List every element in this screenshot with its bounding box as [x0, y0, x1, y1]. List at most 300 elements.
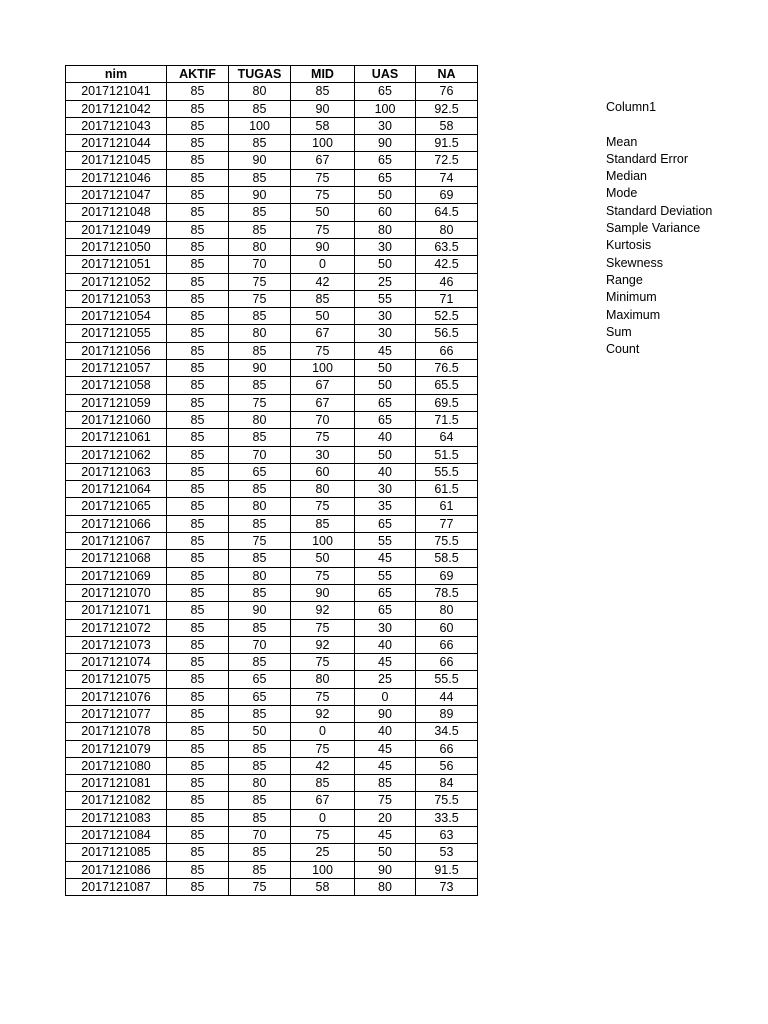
column-header-nim[interactable]: nim [66, 66, 167, 83]
aktif-cell[interactable]: 85 [167, 411, 229, 428]
tugas-cell[interactable]: 85 [229, 135, 291, 152]
uas-cell[interactable]: 50 [355, 360, 416, 377]
aktif-cell[interactable]: 85 [167, 878, 229, 895]
nim-cell[interactable]: 2017121062 [66, 446, 167, 463]
uas-cell[interactable]: 65 [355, 411, 416, 428]
na-cell[interactable]: 66 [416, 342, 478, 359]
tugas-cell[interactable]: 80 [229, 498, 291, 515]
nim-cell[interactable]: 2017121075 [66, 671, 167, 688]
tugas-cell[interactable]: 85 [229, 100, 291, 117]
mid-cell[interactable]: 25 [291, 844, 355, 861]
nim-cell[interactable]: 2017121086 [66, 861, 167, 878]
na-cell[interactable]: 71.5 [416, 411, 478, 428]
uas-cell[interactable]: 65 [355, 515, 416, 532]
uas-cell[interactable]: 50 [355, 187, 416, 204]
uas-cell[interactable]: 65 [355, 394, 416, 411]
aktif-cell[interactable]: 85 [167, 238, 229, 255]
aktif-cell[interactable]: 85 [167, 169, 229, 186]
aktif-cell[interactable]: 85 [167, 256, 229, 273]
nim-cell[interactable]: 2017121047 [66, 187, 167, 204]
nim-cell[interactable]: 2017121046 [66, 169, 167, 186]
na-cell[interactable]: 66 [416, 636, 478, 653]
aktif-cell[interactable]: 85 [167, 342, 229, 359]
stats-label-sum[interactable]: Sum [606, 324, 632, 339]
aktif-cell[interactable]: 85 [167, 481, 229, 498]
tugas-cell[interactable]: 80 [229, 567, 291, 584]
uas-cell[interactable]: 25 [355, 671, 416, 688]
na-cell[interactable]: 64.5 [416, 204, 478, 221]
na-cell[interactable]: 84 [416, 775, 478, 792]
aktif-cell[interactable]: 85 [167, 117, 229, 134]
nim-cell[interactable]: 2017121048 [66, 204, 167, 221]
uas-cell[interactable]: 65 [355, 169, 416, 186]
uas-cell[interactable]: 65 [355, 602, 416, 619]
nim-cell[interactable]: 2017121076 [66, 688, 167, 705]
aktif-cell[interactable]: 85 [167, 619, 229, 636]
uas-cell[interactable]: 90 [355, 135, 416, 152]
na-cell[interactable]: 80 [416, 602, 478, 619]
na-cell[interactable]: 56 [416, 757, 478, 774]
aktif-cell[interactable]: 85 [167, 187, 229, 204]
stats-label-median[interactable]: Median [606, 169, 647, 184]
tugas-cell[interactable]: 90 [229, 602, 291, 619]
mid-cell[interactable]: 100 [291, 135, 355, 152]
tugas-cell[interactable]: 85 [229, 861, 291, 878]
uas-cell[interactable]: 45 [355, 827, 416, 844]
aktif-cell[interactable]: 85 [167, 325, 229, 342]
na-cell[interactable]: 69 [416, 567, 478, 584]
stats-empty-cell[interactable] [606, 116, 668, 133]
mid-cell[interactable]: 67 [291, 377, 355, 394]
aktif-cell[interactable]: 85 [167, 463, 229, 480]
na-cell[interactable]: 76.5 [416, 360, 478, 377]
na-cell[interactable]: 61 [416, 498, 478, 515]
aktif-cell[interactable]: 85 [167, 498, 229, 515]
mid-cell[interactable]: 58 [291, 878, 355, 895]
uas-cell[interactable]: 80 [355, 878, 416, 895]
aktif-cell[interactable]: 85 [167, 204, 229, 221]
na-cell[interactable]: 44 [416, 688, 478, 705]
column-header-uas[interactable]: UAS [355, 66, 416, 83]
aktif-cell[interactable]: 85 [167, 861, 229, 878]
mid-cell[interactable]: 42 [291, 273, 355, 290]
mid-cell[interactable]: 80 [291, 481, 355, 498]
column-header-na[interactable]: NA [416, 66, 478, 83]
aktif-cell[interactable]: 85 [167, 792, 229, 809]
tugas-cell[interactable]: 75 [229, 290, 291, 307]
nim-cell[interactable]: 2017121041 [66, 83, 167, 100]
mid-cell[interactable]: 100 [291, 360, 355, 377]
aktif-cell[interactable]: 85 [167, 308, 229, 325]
na-cell[interactable]: 63 [416, 827, 478, 844]
tugas-cell[interactable]: 80 [229, 325, 291, 342]
mid-cell[interactable]: 92 [291, 705, 355, 722]
uas-cell[interactable]: 40 [355, 636, 416, 653]
nim-cell[interactable]: 2017121067 [66, 533, 167, 550]
na-cell[interactable]: 56.5 [416, 325, 478, 342]
na-cell[interactable]: 34.5 [416, 723, 478, 740]
nim-cell[interactable]: 2017121042 [66, 100, 167, 117]
mid-cell[interactable]: 75 [291, 187, 355, 204]
tugas-cell[interactable]: 70 [229, 256, 291, 273]
mid-cell[interactable]: 90 [291, 584, 355, 601]
uas-cell[interactable]: 35 [355, 498, 416, 515]
uas-cell[interactable]: 60 [355, 204, 416, 221]
tugas-cell[interactable]: 85 [229, 844, 291, 861]
mid-cell[interactable]: 75 [291, 740, 355, 757]
mid-cell[interactable]: 30 [291, 446, 355, 463]
uas-cell[interactable]: 30 [355, 481, 416, 498]
mid-cell[interactable]: 67 [291, 792, 355, 809]
uas-cell[interactable]: 50 [355, 844, 416, 861]
na-cell[interactable]: 66 [416, 740, 478, 757]
na-cell[interactable]: 58 [416, 117, 478, 134]
tugas-cell[interactable]: 75 [229, 533, 291, 550]
na-cell[interactable]: 51.5 [416, 446, 478, 463]
na-cell[interactable]: 66 [416, 654, 478, 671]
uas-cell[interactable]: 90 [355, 705, 416, 722]
nim-cell[interactable]: 2017121072 [66, 619, 167, 636]
uas-cell[interactable]: 45 [355, 550, 416, 567]
mid-cell[interactable]: 85 [291, 515, 355, 532]
na-cell[interactable]: 80 [416, 221, 478, 238]
aktif-cell[interactable]: 85 [167, 757, 229, 774]
mid-cell[interactable]: 90 [291, 238, 355, 255]
stats-label-mode[interactable]: Mode [606, 186, 638, 201]
tugas-cell[interactable]: 80 [229, 775, 291, 792]
nim-cell[interactable]: 2017121059 [66, 394, 167, 411]
tugas-cell[interactable]: 85 [229, 619, 291, 636]
mid-cell[interactable]: 58 [291, 117, 355, 134]
tugas-cell[interactable]: 75 [229, 394, 291, 411]
nim-cell[interactable]: 2017121085 [66, 844, 167, 861]
uas-cell[interactable]: 40 [355, 429, 416, 446]
na-cell[interactable]: 75.5 [416, 533, 478, 550]
column-header-tugas[interactable]: TUGAS [229, 66, 291, 83]
nim-cell[interactable]: 2017121051 [66, 256, 167, 273]
uas-cell[interactable]: 50 [355, 446, 416, 463]
mid-cell[interactable]: 42 [291, 757, 355, 774]
aktif-cell[interactable]: 85 [167, 705, 229, 722]
nim-cell[interactable]: 2017121066 [66, 515, 167, 532]
mid-cell[interactable]: 67 [291, 394, 355, 411]
nim-cell[interactable]: 2017121043 [66, 117, 167, 134]
nim-cell[interactable]: 2017121045 [66, 152, 167, 169]
aktif-cell[interactable]: 85 [167, 671, 229, 688]
tugas-cell[interactable]: 85 [229, 308, 291, 325]
tugas-cell[interactable]: 70 [229, 636, 291, 653]
uas-cell[interactable]: 45 [355, 757, 416, 774]
tugas-cell[interactable]: 80 [229, 83, 291, 100]
mid-cell[interactable]: 50 [291, 550, 355, 567]
stats-label-standard-error[interactable]: Standard Error [606, 151, 688, 166]
mid-cell[interactable]: 75 [291, 498, 355, 515]
tugas-cell[interactable]: 85 [229, 584, 291, 601]
aktif-cell[interactable]: 85 [167, 654, 229, 671]
tugas-cell[interactable]: 65 [229, 671, 291, 688]
na-cell[interactable]: 78.5 [416, 584, 478, 601]
tugas-cell[interactable]: 85 [229, 654, 291, 671]
mid-cell[interactable]: 75 [291, 688, 355, 705]
uas-cell[interactable]: 40 [355, 723, 416, 740]
aktif-cell[interactable]: 85 [167, 740, 229, 757]
uas-cell[interactable]: 20 [355, 809, 416, 826]
nim-cell[interactable]: 2017121055 [66, 325, 167, 342]
uas-cell[interactable]: 30 [355, 238, 416, 255]
tugas-cell[interactable]: 85 [229, 342, 291, 359]
aktif-cell[interactable]: 85 [167, 584, 229, 601]
nim-cell[interactable]: 2017121074 [66, 654, 167, 671]
mid-cell[interactable]: 0 [291, 809, 355, 826]
nim-cell[interactable]: 2017121077 [66, 705, 167, 722]
mid-cell[interactable]: 85 [291, 83, 355, 100]
uas-cell[interactable]: 30 [355, 308, 416, 325]
tugas-cell[interactable]: 85 [229, 550, 291, 567]
uas-cell[interactable]: 100 [355, 100, 416, 117]
uas-cell[interactable]: 50 [355, 256, 416, 273]
tugas-cell[interactable]: 85 [229, 515, 291, 532]
tugas-cell[interactable]: 100 [229, 117, 291, 134]
na-cell[interactable]: 63.5 [416, 238, 478, 255]
nim-cell[interactable]: 2017121078 [66, 723, 167, 740]
tugas-cell[interactable]: 80 [229, 411, 291, 428]
aktif-cell[interactable]: 85 [167, 377, 229, 394]
mid-cell[interactable]: 85 [291, 775, 355, 792]
tugas-cell[interactable]: 90 [229, 152, 291, 169]
na-cell[interactable]: 76 [416, 83, 478, 100]
mid-cell[interactable]: 90 [291, 100, 355, 117]
aktif-cell[interactable]: 85 [167, 446, 229, 463]
na-cell[interactable]: 91.5 [416, 135, 478, 152]
aktif-cell[interactable]: 85 [167, 550, 229, 567]
tugas-cell[interactable]: 85 [229, 169, 291, 186]
aktif-cell[interactable]: 85 [167, 83, 229, 100]
tugas-cell[interactable]: 65 [229, 463, 291, 480]
uas-cell[interactable]: 25 [355, 273, 416, 290]
na-cell[interactable]: 33.5 [416, 809, 478, 826]
tugas-cell[interactable]: 75 [229, 273, 291, 290]
na-cell[interactable]: 55.5 [416, 671, 478, 688]
na-cell[interactable]: 65.5 [416, 377, 478, 394]
mid-cell[interactable]: 92 [291, 636, 355, 653]
na-cell[interactable]: 53 [416, 844, 478, 861]
uas-cell[interactable]: 30 [355, 619, 416, 636]
stats-label-count[interactable]: Count [606, 342, 640, 357]
tugas-cell[interactable]: 90 [229, 187, 291, 204]
column-header-mid[interactable]: MID [291, 66, 355, 83]
tugas-cell[interactable]: 85 [229, 757, 291, 774]
uas-cell[interactable]: 80 [355, 221, 416, 238]
uas-cell[interactable]: 65 [355, 152, 416, 169]
uas-cell[interactable]: 55 [355, 290, 416, 307]
uas-cell[interactable]: 45 [355, 740, 416, 757]
nim-cell[interactable]: 2017121061 [66, 429, 167, 446]
uas-cell[interactable]: 85 [355, 775, 416, 792]
nim-cell[interactable]: 2017121083 [66, 809, 167, 826]
aktif-cell[interactable]: 85 [167, 533, 229, 550]
na-cell[interactable]: 69.5 [416, 394, 478, 411]
tugas-cell[interactable]: 85 [229, 792, 291, 809]
na-cell[interactable]: 58.5 [416, 550, 478, 567]
aktif-cell[interactable]: 85 [167, 723, 229, 740]
uas-cell[interactable]: 55 [355, 567, 416, 584]
tugas-cell[interactable]: 85 [229, 705, 291, 722]
aktif-cell[interactable]: 85 [167, 636, 229, 653]
aktif-cell[interactable]: 85 [167, 827, 229, 844]
na-cell[interactable]: 60 [416, 619, 478, 636]
tugas-cell[interactable]: 65 [229, 688, 291, 705]
tugas-cell[interactable]: 85 [229, 809, 291, 826]
aktif-cell[interactable]: 85 [167, 809, 229, 826]
mid-cell[interactable]: 75 [291, 619, 355, 636]
aktif-cell[interactable]: 85 [167, 688, 229, 705]
mid-cell[interactable]: 80 [291, 671, 355, 688]
uas-cell[interactable]: 45 [355, 342, 416, 359]
uas-cell[interactable]: 90 [355, 861, 416, 878]
aktif-cell[interactable]: 85 [167, 290, 229, 307]
nim-cell[interactable]: 2017121064 [66, 481, 167, 498]
uas-cell[interactable]: 65 [355, 83, 416, 100]
na-cell[interactable]: 64 [416, 429, 478, 446]
mid-cell[interactable]: 92 [291, 602, 355, 619]
nim-cell[interactable]: 2017121054 [66, 308, 167, 325]
uas-cell[interactable]: 30 [355, 117, 416, 134]
na-cell[interactable]: 73 [416, 878, 478, 895]
nim-cell[interactable]: 2017121069 [66, 567, 167, 584]
nim-cell[interactable]: 2017121058 [66, 377, 167, 394]
nim-cell[interactable]: 2017121081 [66, 775, 167, 792]
uas-cell[interactable]: 0 [355, 688, 416, 705]
aktif-cell[interactable]: 85 [167, 135, 229, 152]
uas-cell[interactable]: 75 [355, 792, 416, 809]
nim-cell[interactable]: 2017121044 [66, 135, 167, 152]
tugas-cell[interactable]: 85 [229, 740, 291, 757]
tugas-cell[interactable]: 70 [229, 446, 291, 463]
aktif-cell[interactable]: 85 [167, 394, 229, 411]
aktif-cell[interactable]: 85 [167, 775, 229, 792]
mid-cell[interactable]: 75 [291, 827, 355, 844]
stats-label-mean[interactable]: Mean [606, 134, 638, 149]
na-cell[interactable]: 61.5 [416, 481, 478, 498]
nim-cell[interactable]: 2017121080 [66, 757, 167, 774]
aktif-cell[interactable]: 85 [167, 567, 229, 584]
tugas-cell[interactable]: 50 [229, 723, 291, 740]
na-cell[interactable]: 71 [416, 290, 478, 307]
aktif-cell[interactable]: 85 [167, 152, 229, 169]
column-header-aktif[interactable]: AKTIF [167, 66, 229, 83]
stats-label-skewness[interactable]: Skewness [606, 255, 663, 270]
na-cell[interactable]: 69 [416, 187, 478, 204]
uas-cell[interactable]: 50 [355, 377, 416, 394]
na-cell[interactable]: 75.5 [416, 792, 478, 809]
uas-cell[interactable]: 55 [355, 533, 416, 550]
mid-cell[interactable]: 75 [291, 342, 355, 359]
nim-cell[interactable]: 2017121073 [66, 636, 167, 653]
nim-cell[interactable]: 2017121065 [66, 498, 167, 515]
mid-cell[interactable]: 75 [291, 429, 355, 446]
aktif-cell[interactable]: 85 [167, 602, 229, 619]
na-cell[interactable]: 92.5 [416, 100, 478, 117]
na-cell[interactable]: 52.5 [416, 308, 478, 325]
stats-label-kurtosis[interactable]: Kurtosis [606, 238, 652, 253]
nim-cell[interactable]: 2017121082 [66, 792, 167, 809]
nim-cell[interactable]: 2017121060 [66, 411, 167, 428]
uas-cell[interactable]: 45 [355, 654, 416, 671]
mid-cell[interactable]: 0 [291, 256, 355, 273]
nim-cell[interactable]: 2017121052 [66, 273, 167, 290]
stats-label-minimum[interactable]: Minimum [606, 290, 657, 305]
na-cell[interactable]: 89 [416, 705, 478, 722]
nim-cell[interactable]: 2017121050 [66, 238, 167, 255]
mid-cell[interactable]: 100 [291, 533, 355, 550]
nim-cell[interactable]: 2017121063 [66, 463, 167, 480]
tugas-cell[interactable]: 85 [229, 221, 291, 238]
aktif-cell[interactable]: 85 [167, 100, 229, 117]
uas-cell[interactable]: 30 [355, 325, 416, 342]
tugas-cell[interactable]: 80 [229, 238, 291, 255]
nim-cell[interactable]: 2017121056 [66, 342, 167, 359]
nim-cell[interactable]: 2017121070 [66, 584, 167, 601]
stats-column-header[interactable]: Column1 [606, 100, 657, 114]
na-cell[interactable]: 42.5 [416, 256, 478, 273]
na-cell[interactable]: 77 [416, 515, 478, 532]
mid-cell[interactable]: 85 [291, 290, 355, 307]
na-cell[interactable]: 55.5 [416, 463, 478, 480]
na-cell[interactable]: 74 [416, 169, 478, 186]
na-cell[interactable]: 46 [416, 273, 478, 290]
nim-cell[interactable]: 2017121071 [66, 602, 167, 619]
mid-cell[interactable]: 75 [291, 654, 355, 671]
nim-cell[interactable]: 2017121057 [66, 360, 167, 377]
tugas-cell[interactable]: 85 [229, 377, 291, 394]
aktif-cell[interactable]: 85 [167, 360, 229, 377]
stats-label-maximum[interactable]: Maximum [606, 307, 661, 322]
mid-cell[interactable]: 50 [291, 204, 355, 221]
nim-cell[interactable]: 2017121068 [66, 550, 167, 567]
uas-cell[interactable]: 40 [355, 463, 416, 480]
tugas-cell[interactable]: 90 [229, 360, 291, 377]
mid-cell[interactable]: 75 [291, 221, 355, 238]
stats-label-standard-deviation[interactable]: Standard Deviation [606, 203, 713, 218]
tugas-cell[interactable]: 85 [229, 204, 291, 221]
mid-cell[interactable]: 70 [291, 411, 355, 428]
tugas-cell[interactable]: 75 [229, 878, 291, 895]
stats-label-sample-variance[interactable]: Sample Variance [606, 221, 701, 236]
nim-cell[interactable]: 2017121084 [66, 827, 167, 844]
aktif-cell[interactable]: 85 [167, 844, 229, 861]
aktif-cell[interactable]: 85 [167, 221, 229, 238]
aktif-cell[interactable]: 85 [167, 429, 229, 446]
mid-cell[interactable]: 0 [291, 723, 355, 740]
mid-cell[interactable]: 67 [291, 325, 355, 342]
tugas-cell[interactable]: 85 [229, 429, 291, 446]
aktif-cell[interactable]: 85 [167, 515, 229, 532]
mid-cell[interactable]: 50 [291, 308, 355, 325]
uas-cell[interactable]: 65 [355, 584, 416, 601]
tugas-cell[interactable]: 85 [229, 481, 291, 498]
mid-cell[interactable]: 67 [291, 152, 355, 169]
aktif-cell[interactable]: 85 [167, 273, 229, 290]
stats-label-range[interactable]: Range [606, 272, 643, 287]
nim-cell[interactable]: 2017121053 [66, 290, 167, 307]
na-cell[interactable]: 72.5 [416, 152, 478, 169]
mid-cell[interactable]: 75 [291, 567, 355, 584]
mid-cell[interactable]: 60 [291, 463, 355, 480]
nim-cell[interactable]: 2017121049 [66, 221, 167, 238]
mid-cell[interactable]: 75 [291, 169, 355, 186]
nim-cell[interactable]: 2017121087 [66, 878, 167, 895]
tugas-cell[interactable]: 70 [229, 827, 291, 844]
